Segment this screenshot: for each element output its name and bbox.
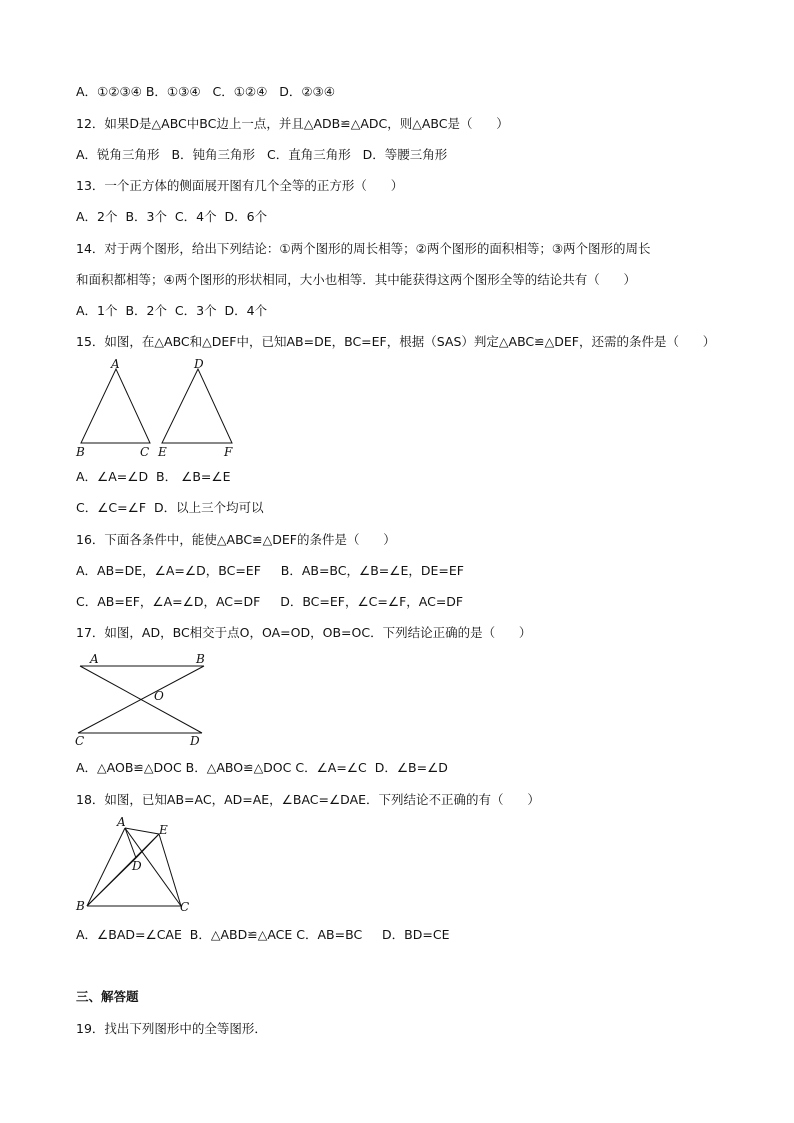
q12-options: A．锐角三角形 B．钝角三角形 C．直角三角形 D．等腰三角形 xyxy=(76,147,448,162)
q15-options-row1: A．∠A=∠D B． ∠B=∠E xyxy=(76,469,231,484)
label-f: F xyxy=(224,445,233,459)
label-d: D xyxy=(190,734,200,748)
label-a: A xyxy=(90,652,99,666)
label-c: C xyxy=(75,734,85,748)
segment-ab xyxy=(87,828,125,906)
q18-figure xyxy=(74,816,198,914)
label-a: A xyxy=(117,815,126,829)
q14-stem-line1: 14．对于两个图形，给出下列结论：①两个图形的周长相等；②两个图形的面积相等；③两个图形的周长 xyxy=(76,241,651,256)
q16-options-row1: A．AB=DE，∠A=∠D，BC=EF B．AB=BC，∠B=∠E，DE=EF xyxy=(76,563,464,578)
label-a: A xyxy=(111,357,120,371)
q18-stem: 18．如图，已知AB=AC，AD=AE，∠BAC=∠DAE．下列结论不正确的有（ ） xyxy=(76,792,540,807)
segment-ad xyxy=(125,828,136,858)
q17-stem: 17．如图，AD，BC相交于点O，OA=OD，OB=OC．下列结论正确的是（ ） xyxy=(76,625,532,640)
q13-stem: 13．一个正方体的侧面展开图有几个全等的正方形（ ） xyxy=(76,178,404,193)
q16-options-row2: C．AB=EF，∠A=∠D，AC=DF D．BC=EF，∠C=∠F，AC=DF xyxy=(76,594,464,609)
q14-stem-line2: 和面积都相等；④两个图形的形状相同，大小也相等．其中能获得这两个图形全等的结论共有（ ） xyxy=(76,272,637,287)
q12-stem: 12．如果D是△ABC中BC边上一点，并且△ADB≌△ADC，则△ABC是（ ） xyxy=(76,116,509,131)
label-b: B xyxy=(76,899,85,913)
q15-options-row2: C．∠C=∠F D．以上三个均可以 xyxy=(76,500,264,515)
q15-figure xyxy=(74,356,244,460)
label-d: D xyxy=(132,859,142,873)
label-c: C xyxy=(180,900,190,914)
label-c: C xyxy=(140,445,150,459)
q19-stem: 19．找出下列图形中的全等图形． xyxy=(76,1021,267,1036)
section-heading: 三、解答题 xyxy=(76,989,139,1004)
segment-be xyxy=(87,834,159,906)
segment-ce xyxy=(159,834,181,906)
label-b: B xyxy=(76,445,85,459)
segment-bc xyxy=(78,666,204,733)
label-e: E xyxy=(159,823,168,837)
q15-stem: 15．如图，在△ABC和△DEF中，已知AB=DE，BC=EF，根据（SAS）判定△ABC≌△DEF，还需的条件是（ ） xyxy=(76,334,716,349)
q16-stem: 16．下面各条件中，能使△ABC≌△DEF的条件是（ ） xyxy=(76,532,396,547)
q17-figure xyxy=(74,650,214,748)
segment-ae xyxy=(125,828,159,834)
label-d: D xyxy=(194,357,204,371)
q11-options: A．①②③④ B．①③④ C．①②④ D．②③④ xyxy=(76,84,335,99)
label-b: B xyxy=(196,652,205,666)
label-e: E xyxy=(158,445,167,459)
q18-options: A．∠BAD=∠CAE B．△ABD≌△ACE C．AB=BC D．BD=CE xyxy=(76,927,450,942)
q13-options: A．2个 B．3个 C．4个 D．6个 xyxy=(76,209,268,224)
label-o: O xyxy=(154,689,164,703)
q14-options: A．1个 B．2个 C．3个 D．4个 xyxy=(76,303,268,318)
triangle-abc xyxy=(81,369,150,443)
q17-options: A．△AOB≌△DOC B．△ABO≌△DOC C．∠A=∠C D．∠B=∠D xyxy=(76,760,448,775)
triangle-def xyxy=(162,369,232,443)
